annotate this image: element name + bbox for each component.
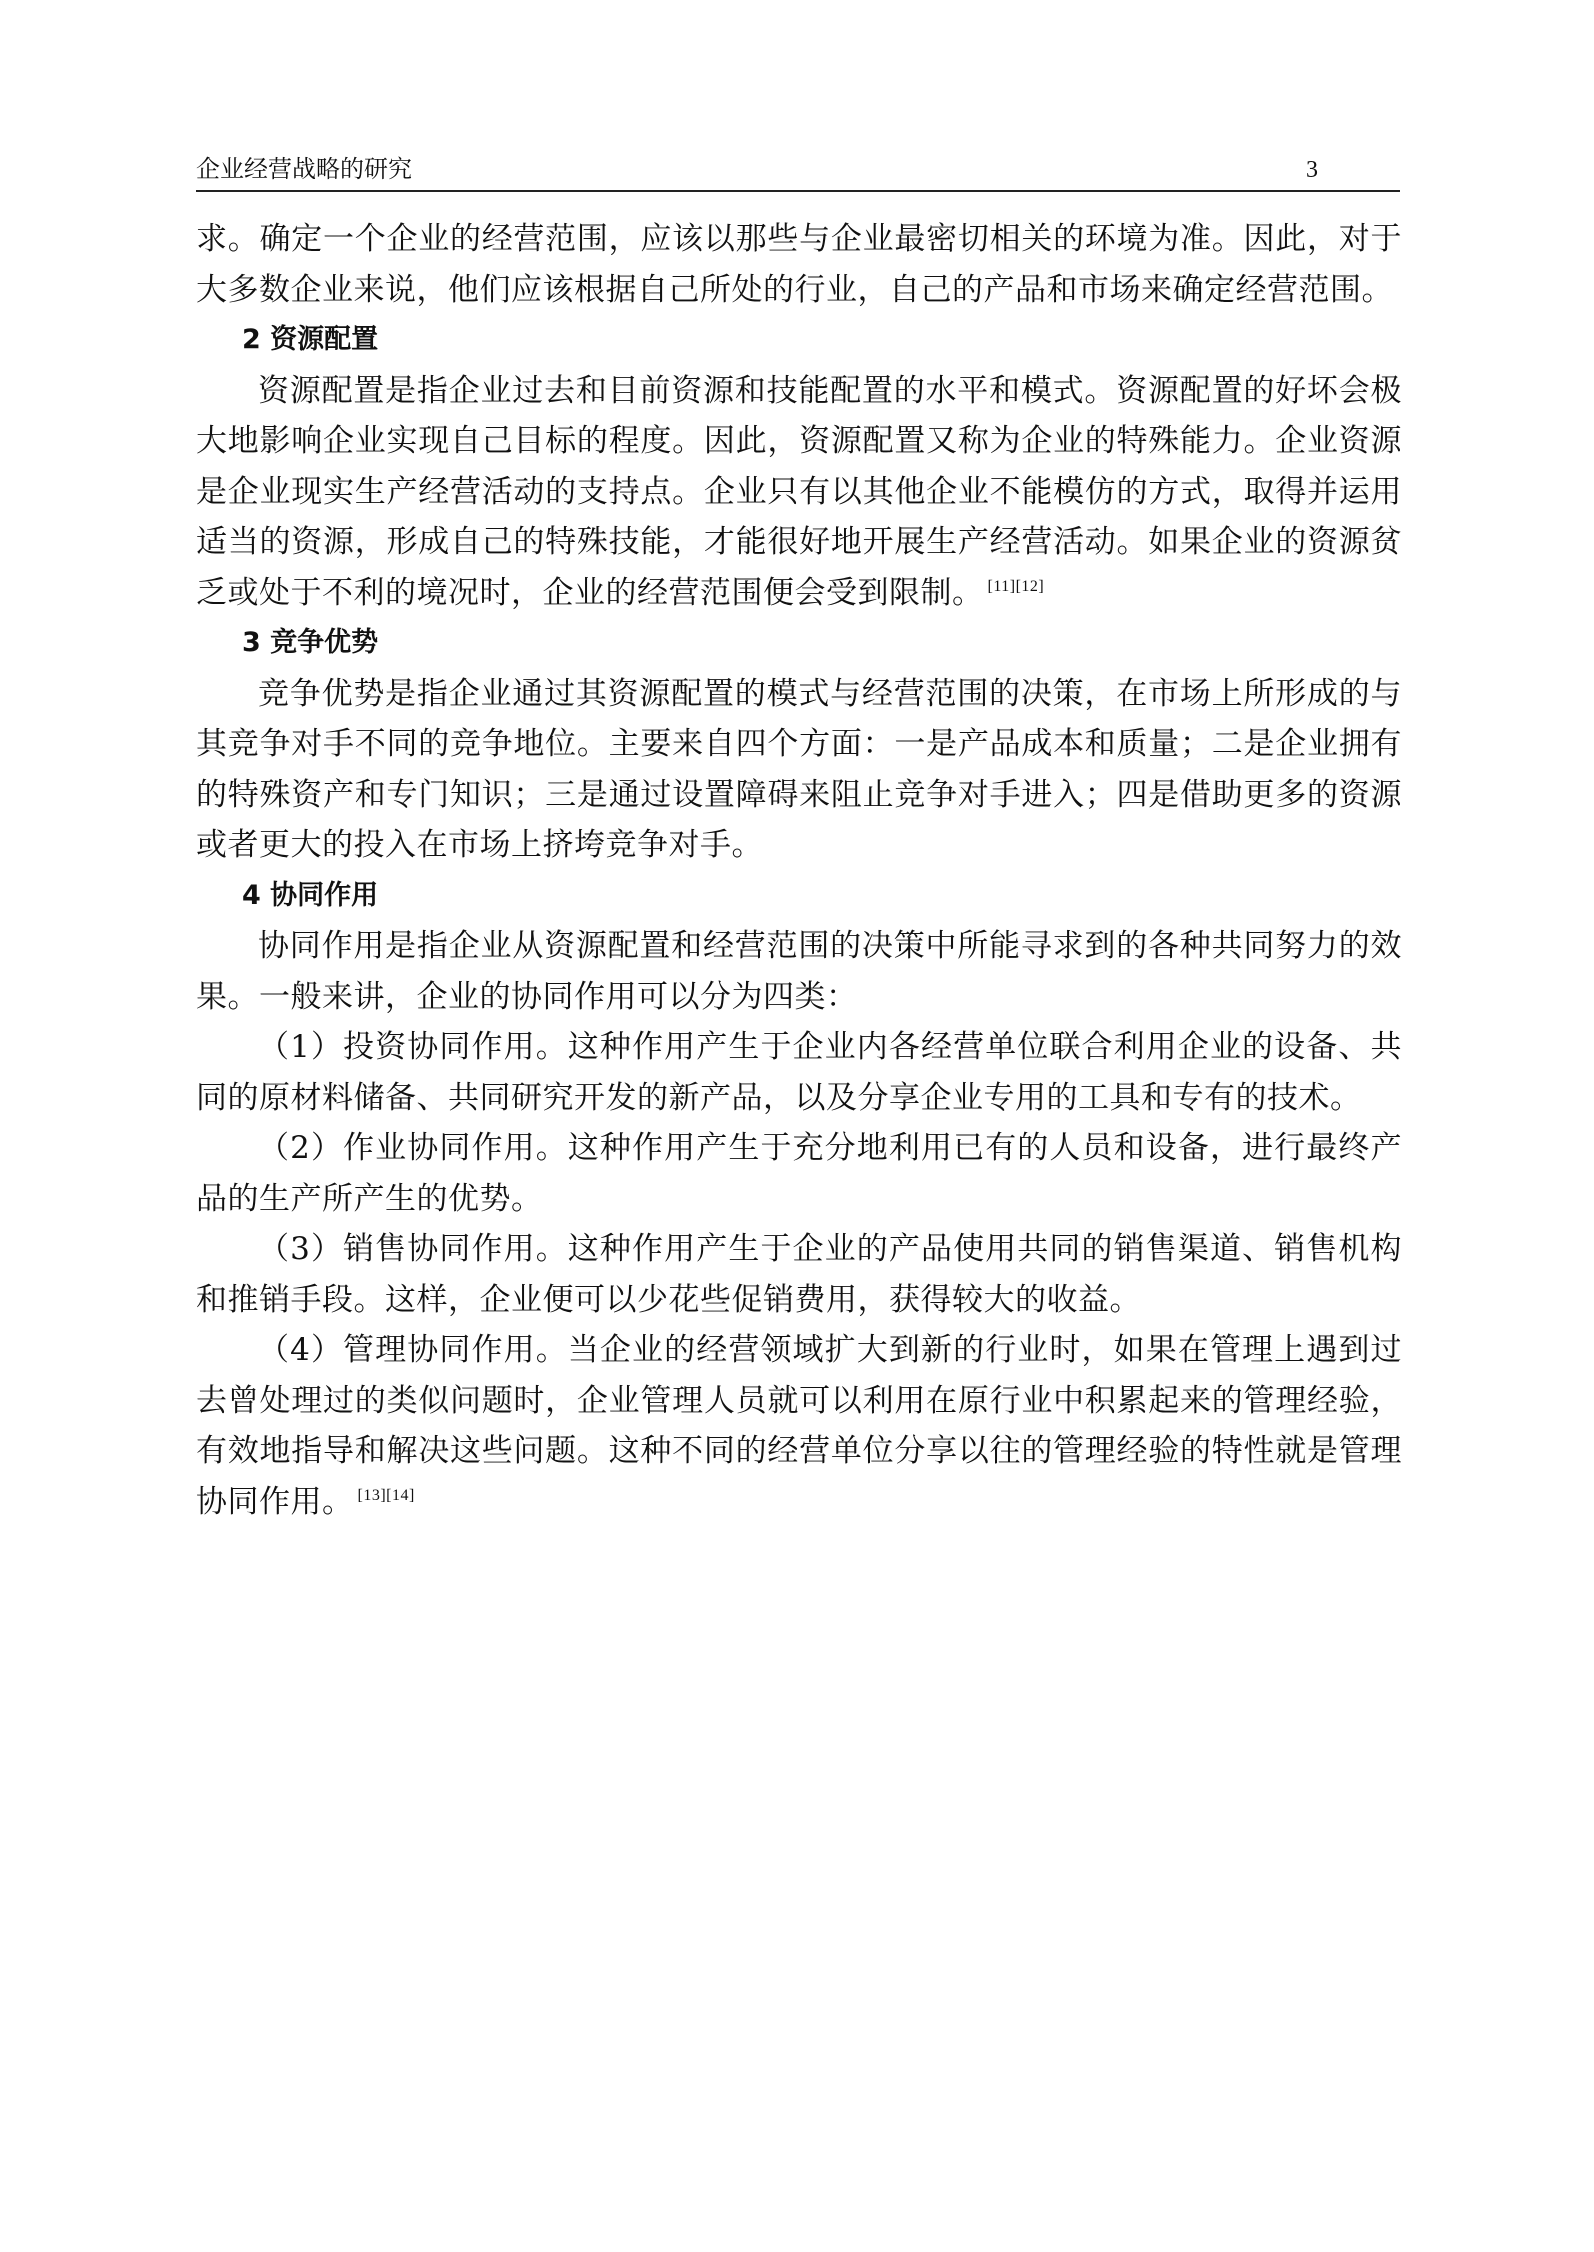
paragraph-synergy: 协同作用是指企业从资源配置和经营范围的决策中所能寻求到的各种共同努力的效果。一般来讲，企业的协同作用可以分为四类： — [196, 928, 1402, 1015]
list-item-operation-synergy: （2）作业协同作用。这种作用产生于充分地利用已有的人员和设备，进行最终产品的生产所产生的优势。 — [196, 1130, 1402, 1217]
paragraph-competitive-advantage: 竞争优势是指企业通过其资源配置的模式与经营范围的决策，在市场上所形成的与其竞争对手不同的竞争地位。主要来自四个方面：一是产品成本和质量；二是企业拥有的特殊资产和专门知识；三是通过设置障碍来阻止竞争对手进入；四是借助更多的资源或者更大的投入在市场上挤垮竞争对手。 — [196, 675, 1402, 863]
list-item-sales-synergy: （3）销售协同作用。这种作用产生于企业的产品使用共同的销售渠道、销售机构和推销手段。这样，企业便可以少花些促销费用，获得较大的收益。 — [196, 1231, 1402, 1318]
list-item-management-synergy — [196, 1325, 1402, 1527]
paragraph-continued: 求。确定一个企业的经营范围，应该以那些与企业最密切相关的环境为准。因此，对于大多数企业来说，他们应该根据自己所处的行业，自己的产品和市场来确定经营范围。 — [196, 221, 1402, 308]
section-heading-synergy: 4 协同作用 — [242, 879, 379, 911]
paragraph-resource-allocation — [196, 366, 1402, 619]
list-item-investment-synergy: （1）投资协同作用。这种作用产生于企业内各经营单位联合利用企业的设备、共同的原材料储备、共同研究开发的新产品，以及分享企业专用的工具和专有的技术。 — [196, 1029, 1402, 1116]
document-body — [196, 214, 1402, 1527]
citation-ref: [13][14] — [357, 1487, 415, 1505]
running-title: 企业经营战略的研究 — [196, 155, 412, 183]
paragraph-text: 资源配置是指企业过去和目前资源和技能配置的水平和模式。资源配置的好坏会极大地影响企业实现自己目标的程度。因此，资源配置又称为企业的特殊能力。企业资源是企业现实生产经营活动的支持点。企业只有以其他企业不能模仿的方式，取得并运用适当的资源，形成自己的特殊技能，才能很好地开展生产经营活动。如果企业的资源贫乏或处于不利的境况时，企业的经营范围便会受到限制。 — [196, 372, 1402, 611]
section-heading-resource-allocation: 2 资源配置 — [242, 324, 379, 355]
section-heading-competitive-advantage: 3 竞争优势 — [242, 627, 379, 658]
citation-ref: [11][12] — [987, 578, 1045, 596]
page-number: 3 — [1306, 157, 1318, 183]
paragraph-text: （4）管理协同作用。当企业的经营领域扩大到新的行业时，如果在管理上遇到过去曾处理过的类似问题时，企业管理人员就可以利用在原行业中积累起来的管理经验，有效地指导和解决这些问题。这种不同的经营单位分享以往的管理经验的特性就是管理协同作用。 — [196, 1332, 1402, 1520]
page-header — [196, 150, 1400, 192]
